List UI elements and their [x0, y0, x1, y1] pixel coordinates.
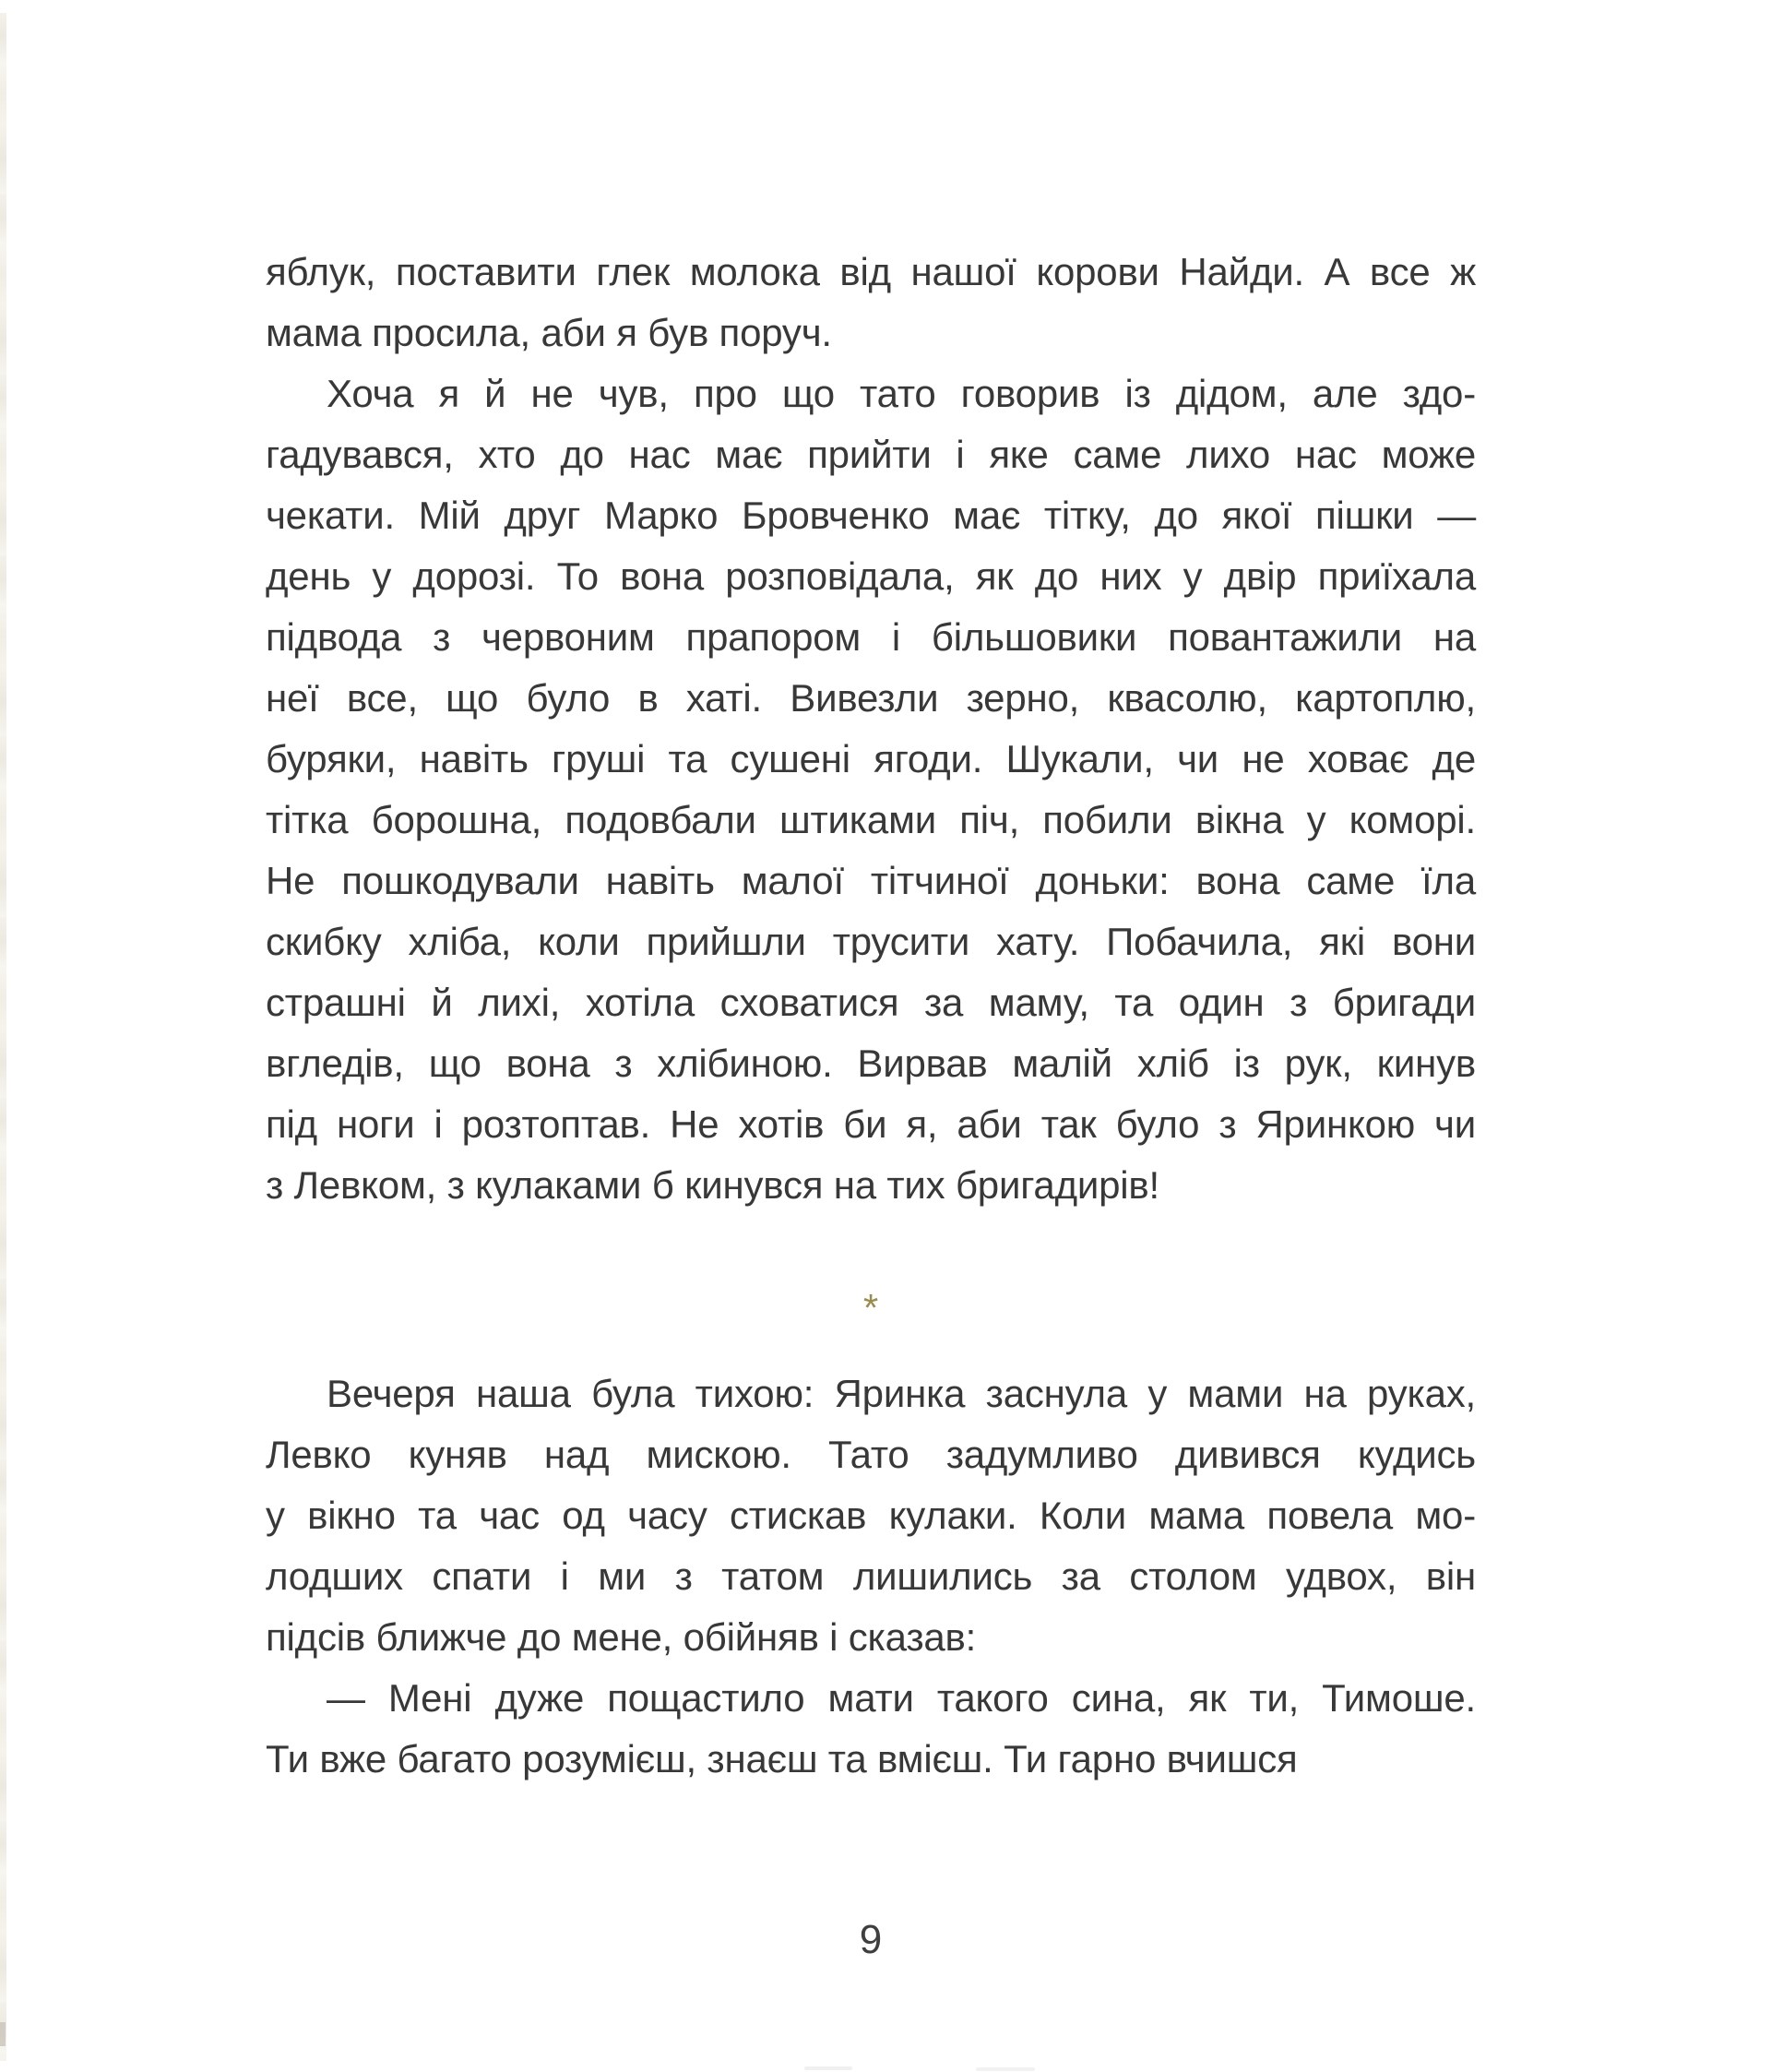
text-line: страшні й лихі, хотіла сховатися за маму, та один з бригади [266, 981, 1476, 1024]
text-line: день у дорозі. То вона розповідала, як до них у двір приїхала [266, 554, 1476, 598]
page-number: 9 [859, 1917, 883, 1962]
text-line: вгледів, що вона з хлібиною. Вирвав малій хліб із рук, кинув [266, 1042, 1476, 1085]
body-text [266, 242, 1476, 1790]
text-line: Левко куняв над мискою. Тато задумливо дивився кудись [266, 1433, 1476, 1476]
text-line: скибку хліба, коли прийшли трусити хату. Побачила, які вони [266, 920, 1476, 963]
text-line: під ноги і розтоптав. Не хотів би я, аби так було з Яринкою чи [266, 1102, 1476, 1146]
text-line: підсів ближче до мене, обійняв і сказав: [266, 1615, 977, 1659]
text-line: у вікно та час од часу стискав кулаки. Коли мама повела мо- [266, 1494, 1476, 1537]
text-line: Не пошкодували навіть малої тітчиної доньки: вона саме їла [266, 859, 1476, 902]
text-line: — Мені дуже пощастило мати такого сина, як ти, Тимоше. [327, 1676, 1476, 1720]
text-line: тітка борошна, подовбали штиками піч, побили вікна у коморі. [266, 798, 1476, 841]
text-line: Вечеря наша була тихою: Яринка заснула у мами на руках, [327, 1372, 1476, 1415]
paragraph [266, 363, 1476, 1216]
text-line: підвода з червоним прапором і більшовики повантажили на [266, 615, 1476, 659]
text-line: мама просила, аби я був поруч. [266, 311, 832, 354]
text-line: неї все, що було в хаті. Вивезли зерно, квасолю, картоплю, [266, 676, 1476, 720]
text-line: буряки, навіть груші та сушені ягоди. Шукали, чи не ховає де [266, 737, 1476, 780]
asterisk-section-divider: * [862, 1286, 879, 1329]
scanned-page-edge-texture [0, 13, 6, 2061]
scan-smudge [976, 2067, 1035, 2071]
text-line: Хоча я й не чув, про що тато говорив із дідом, але здо- [327, 372, 1476, 415]
paragraph [266, 1363, 1476, 1668]
scanned-page-edge-spot [0, 2022, 6, 2046]
paragraph [266, 1668, 1476, 1790]
paragraph [266, 242, 1476, 363]
text-line: гадувався, хто до нас має прийти і яке саме лихо нас може [266, 433, 1476, 476]
text-line: яблук, поставити глек молока від нашої корови Найди. А все ж [266, 250, 1476, 293]
text-line: Ти вже багато розумієш, знаєш та вмієш. Ти гарно вчишся [266, 1737, 1298, 1780]
text-line: лодших спати і ми з татом лишились за столом удвох, він [266, 1554, 1476, 1598]
scan-smudge [804, 2066, 852, 2070]
text-line: з Левком, з кулаками б кинувся на тих бригадирів! [266, 1163, 1160, 1207]
text-line: чекати. Мій друг Марко Бровченко має тітку, до якої пішки — [266, 494, 1476, 537]
